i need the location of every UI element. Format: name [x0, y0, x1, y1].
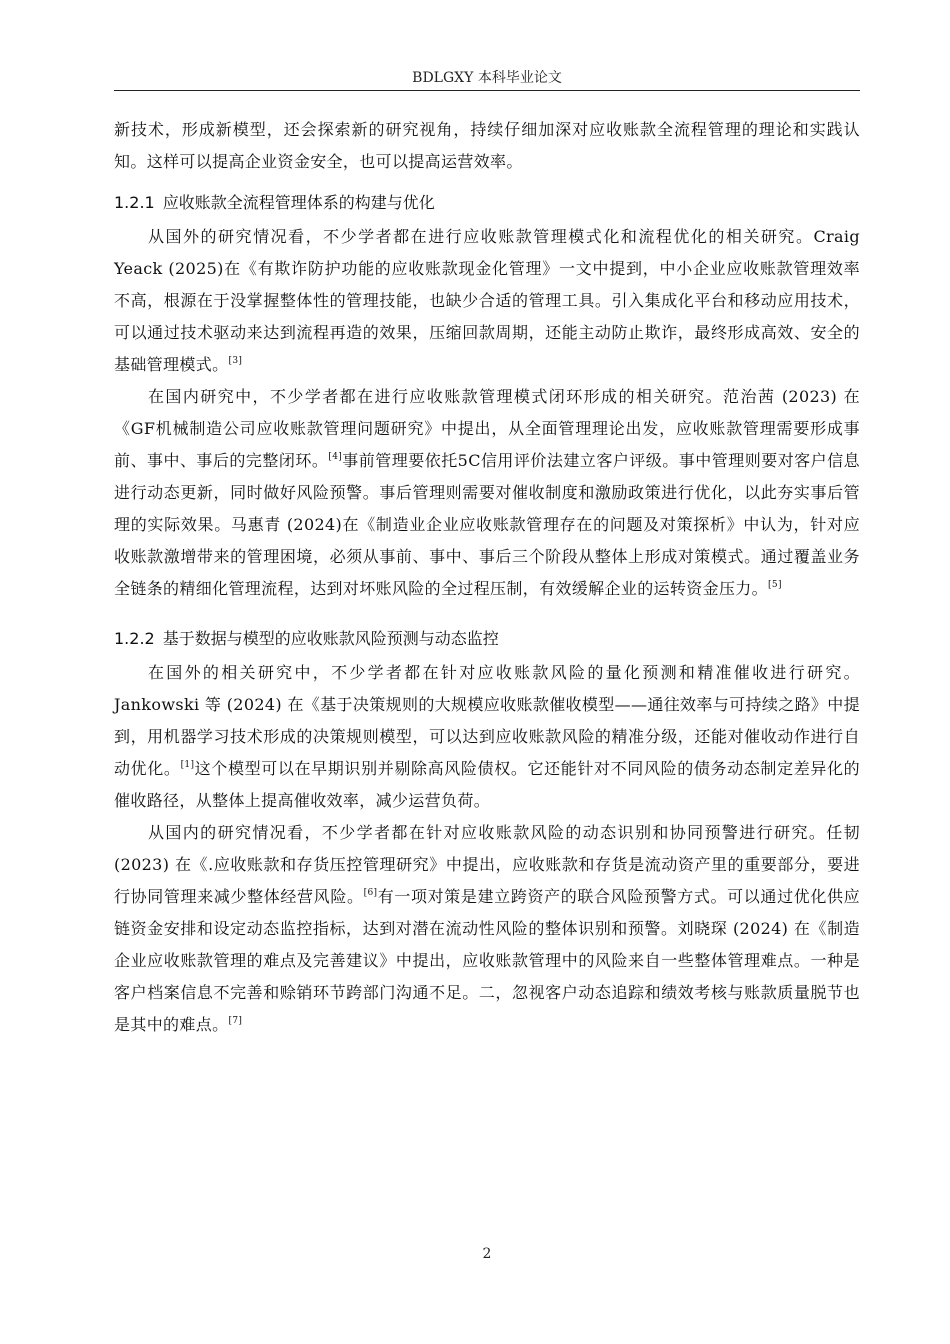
section-number: 1.2.2: [114, 629, 155, 648]
section-title: 基于数据与模型的应收账款风险预测与动态监控: [162, 629, 499, 648]
page-body: [114, 114, 860, 1041]
citation-7: [7]: [228, 1015, 243, 1026]
paragraph-text-b: 有一项对策是建立跨资产的联合风险预警方式。可以通过优化供应链资金安排和设定动态监控指标，达到对潜在流动性风险的整体识别和预警。刘晓琛 (2024) 在《制造企业应收账款管理的难点及完善建议》中提出，应收账款管理中的风险来自一些整体管理难点。一种是客户档案信息不完善和赊销环节跨部门沟通不足。二，忽视客户动态追踪和绩效考核与账款质量脱节也是其中的难点。: [114, 887, 860, 1034]
citation-4: [4]: [328, 451, 343, 462]
section-number: 1.2.1: [114, 193, 155, 212]
section-heading-1-2-1: [114, 191, 860, 215]
page-number: 2: [482, 1246, 492, 1262]
section-title: 应收账款全流程管理体系的构建与优化: [162, 193, 435, 212]
running-header: BDLGXY 本科毕业论文: [412, 70, 562, 86]
citation-6: [6]: [363, 887, 378, 898]
paragraph-foreign-process-research: [114, 221, 860, 381]
intro-continuation-paragraph: [114, 114, 860, 178]
citation-5: [5]: [768, 579, 782, 590]
citation-1: [1]: [180, 759, 195, 770]
section-heading-1-2-2: [114, 627, 860, 651]
paragraph-domestic-risk-warning-research: [114, 817, 860, 1041]
paragraph-text-a: 在国内研究中，不少学者都在进行应收账款管理模式闭环形成的相关研究。范治茜 (2023) 在《GF机械制造公司应收账款管理问题研究》中提出，从全面管理理论出发，应收账款管理需要形成事前、事中、事后的完整闭环。: [114, 387, 860, 470]
citation-3: [3]: [228, 355, 243, 366]
paragraph-text-b: 这个模型可以在早期识别并剔除高风险债权。它还能针对不同风险的债务动态制定差异化的催收路径，从整体上提高催收效率，减少运营负荷。: [114, 759, 860, 810]
paragraph-text-a: 从国内的研究情况看，不少学者都在针对应收账款风险的动态识别和协同预警进行研究。任韧 (2023) 在《.应收账款和存货压控管理研究》中提出，应收账款和存货是流动资产里的重要部分，要进行协同管理来减少整体经营风险。: [114, 823, 860, 906]
paragraph-text-a: 在国外的相关研究中，不少学者都在针对应收账款风险的量化预测和精准催收进行研究。Jankowski 等 (2024) 在《基于决策规则的大规模应收账款催收模型——通往效率与可持续之路》中提到，用机器学习技术形成的决策规则模型，可以达到应收账款风险的精准分级，还能对催收动作进行自动优化。: [114, 663, 860, 778]
intro-text: 新技术，形成新模型，还会探索新的研究视角，持续仔细加深对应收账款全流程管理的理论和实践认知。这样可以提高企业资金安全，也可以提高运营效率。: [114, 120, 860, 171]
paragraph-text-b: 事前管理要依托5C信用评价法建立客户评级。事中管理则要对客户信息进行动态更新，同时做好风险预警。事后管理则需要对催收制度和激励政策进行优化，以此夯实事后管理的实际效果。马惠青 (2024)在《制造业企业应收账款管理存在的问题及对策探析》中认为，针对应收账款激增带来的管理困境，必须从事前、事中、事后三个阶段从整体上形成对策模式。通过覆盖业务全链条的精细化管理流程，达到对坏账风险的全过程压制，有效缓解企业的运转资金压力。: [114, 451, 860, 598]
paragraph-text: 从国外的研究情况看，不少学者都在进行应收账款管理模式化和流程优化的相关研究。Craig Yeack (2025)在《有欺诈防护功能的应收账款现金化管理》一文中提到，中小企业应收账款管理效率不高，根源在于没掌握整体性的管理技能，也缺少合适的管理工具。引入集成化平台和移动应用技术，可以通过技术驱动来达到流程再造的效果，压缩回款周期，还能主动防止欺诈，最终形成高效、安全的基础管理模式。: [114, 227, 860, 374]
paragraph-domestic-closed-loop-research: [114, 381, 860, 605]
paragraph-foreign-risk-prediction-research: [114, 657, 860, 817]
header-rule: [114, 90, 860, 91]
